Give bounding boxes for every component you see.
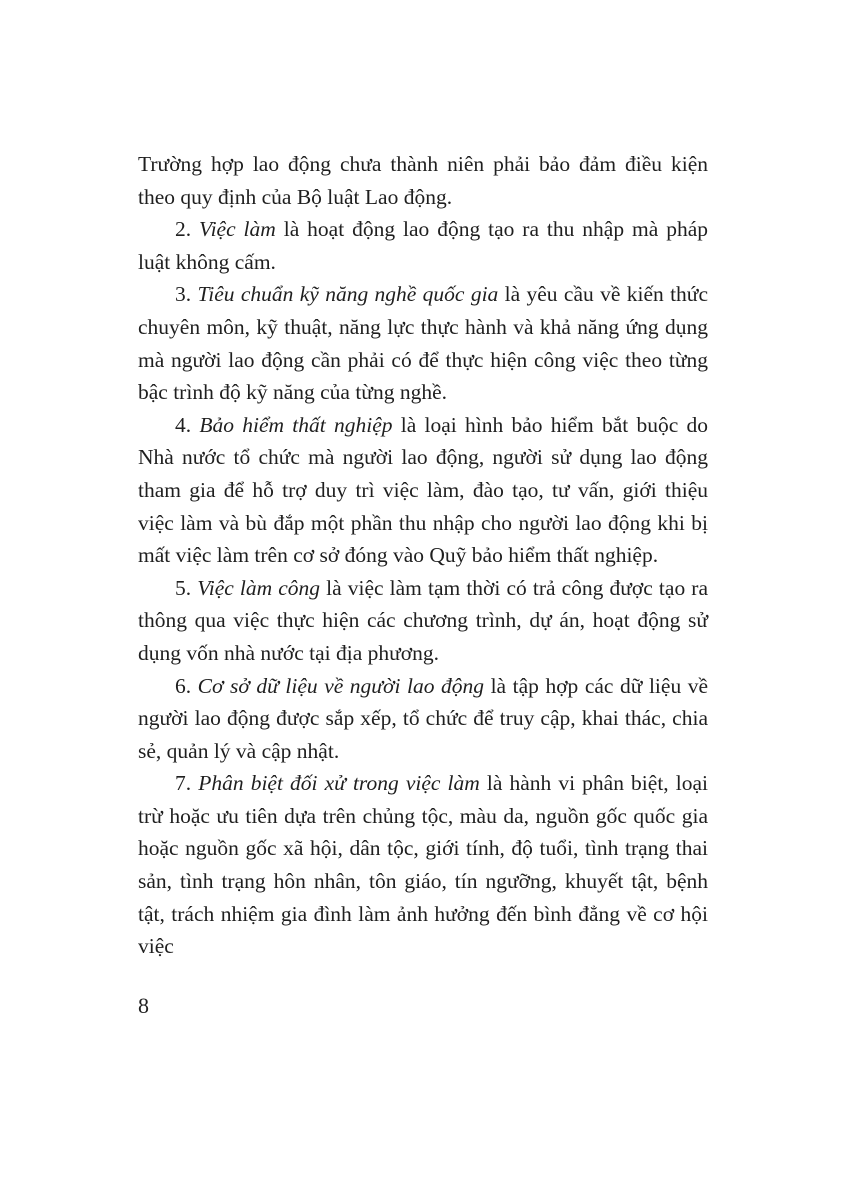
page-number: 8 — [138, 992, 149, 1018]
defined-term: Việc làm — [199, 217, 276, 242]
defined-term: Bảo hiểm thất nghiệp — [199, 412, 393, 437]
paragraph — [138, 278, 708, 408]
paragraph — [138, 148, 708, 213]
defined-term: Phân biệt đối xử trong việc làm — [198, 771, 480, 796]
text-run: là hoạt động lao động tạo ra thu nhập mà pháp luật không cấm. — [138, 217, 708, 274]
page-body — [138, 148, 708, 963]
paragraph — [138, 213, 708, 278]
text-run: 3. — [175, 282, 198, 307]
text-run: là yêu cầu về kiến thức chuyên môn, kỹ thuật, năng lực thực hành và khả năng ứng dụng mà người lao động cần phải có để thực hiện công việc theo từng bậc trình độ kỹ năng của từng nghề. — [138, 282, 709, 405]
text-run: là hành vi phân biệt, loại trừ hoặc ưu tiên dựa trên chủng tộc, màu da, nguồn gốc quốc gia hoặc nguồn gốc xã hội, dân tộc, giới tính, độ tuổi, tình trạng thai sản, tình trạng hôn nhân, tôn giáo, tín ngưỡng, khuyết tật, bệnh tật, trách nhiệm gia đình làm ảnh hưởng đến bình đẳng về cơ hội việc — [138, 771, 709, 959]
text-run: 5. — [175, 575, 198, 600]
defined-term: Cơ sở dữ liệu về người lao động — [197, 673, 485, 698]
text-run: 2. — [175, 217, 200, 242]
defined-term: Việc làm công — [197, 575, 321, 600]
text-run: 4. — [175, 412, 200, 437]
text-run: là loại hình bảo hiểm bắt buộc do Nhà nước tổ chức mà người lao động, người sử dụng lao động tham gia để hỗ trợ duy trì việc làm, đào tạo, tư vấn, giới thiệu việc làm và bù đắp một phần thu nhập cho người lao động khi bị mất việc làm trên cơ sở đóng vào Quỹ bảo hiểm thất nghiệp. — [138, 412, 709, 568]
paragraph — [138, 767, 708, 963]
text-run: là tập hợp các dữ liệu về người lao động được sắp xếp, tổ chức để truy cập, khai thác, chia sẻ, quản lý và cập nhật. — [138, 673, 709, 763]
paragraph — [138, 409, 708, 572]
text-run: Trường hợp lao động chưa thành niên phải bảo đảm điều kiện theo quy định của Bộ luật Lao động. — [138, 152, 708, 209]
defined-term: Tiêu chuẩn kỹ năng nghề quốc gia — [197, 282, 499, 307]
paragraph — [138, 572, 708, 670]
paragraph — [138, 670, 708, 768]
text-run: 7. — [175, 771, 199, 796]
text-run: là việc làm tạm thời có trả công được tạo ra thông qua việc thực hiện các chương trình, dự án, hoạt động sử dụng vốn nhà nước tại địa phương. — [138, 575, 708, 665]
text-run: 6. — [175, 673, 198, 698]
